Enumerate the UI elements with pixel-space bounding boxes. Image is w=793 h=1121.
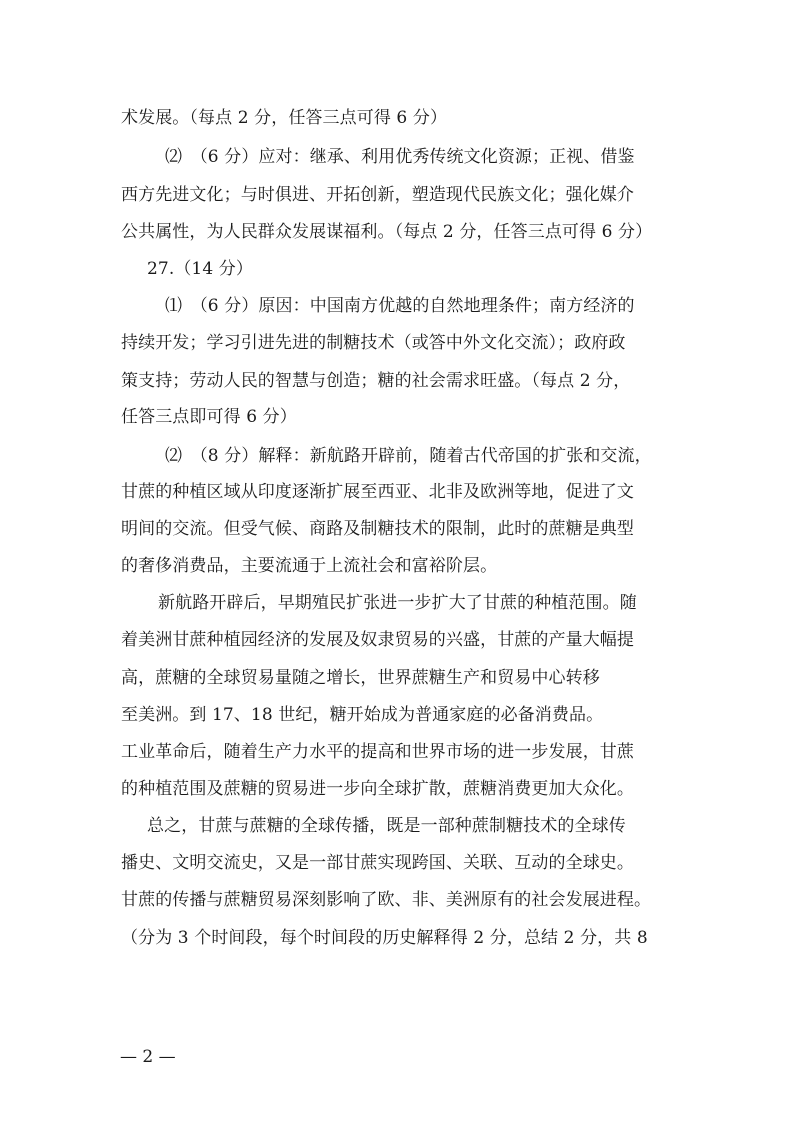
text-line-2: ⑵ （6 分）应对：继承、利用优秀传统文化资源；正视、借鉴 bbox=[165, 147, 635, 167]
text-line-10: ⑵ （8 分）解释：新航路开辟前，随着古代帝国的扩张和交流， bbox=[165, 446, 652, 466]
text-line-14: 新航路开辟后，早期殖民扩张进一步扩大了甘蔗的种植范围。随 bbox=[158, 593, 637, 613]
text-line-17: 至美洲。到 17、18 世纪，糖开始成为普通家庭的必备消费品。 bbox=[121, 705, 604, 725]
text-line-16: 高，蔗糖的全球贸易量随之增长，世界蔗糖生产和贸易中心转移 bbox=[121, 668, 600, 688]
text-line-12: 明间的交流。但受气候、商路及制糖技术的限制，此时的蔗糖是典型 bbox=[121, 519, 634, 539]
text-line-11: 甘蔗的种植区域从印度逐渐扩展至西亚、北非及欧洲等地，促进了文 bbox=[121, 482, 634, 502]
text-line-23: （分为 3 个时间段，每个时间段的历史解释得 2 分，总结 2 分，共 8 bbox=[121, 928, 648, 948]
text-line-15: 着美洲甘蔗种植园经济的发展及奴隶贸易的兴盛，甘蔗的产量大幅提 bbox=[121, 630, 634, 650]
text-line-22: 甘蔗的传播与蔗糖贸易深刻影响了欧、非、美洲原有的社会发展进程。 bbox=[121, 890, 652, 910]
text-line-20: 总之，甘蔗与蔗糖的全球传播，既是一部种蔗制糖技术的全球传 bbox=[147, 816, 626, 836]
page-number: — 2 — bbox=[120, 1047, 176, 1067]
text-line-8: 策支持；劳动人民的智慧与创造；糖的社会需求旺盛。（每点 2 分， bbox=[121, 371, 631, 391]
text-line-6: ⑴ （6 分）原因：中国南方优越的自然地理条件；南方经济的 bbox=[165, 296, 635, 316]
text-line-4: 公共属性，为人民群众发展谋福利。（每点 2 分，任答三点可得 6 分） bbox=[121, 222, 653, 242]
text-line-19: 的种植范围及蔗糖的贸易进一步向全球扩散，蔗糖消费更加大众化。 bbox=[121, 779, 634, 799]
text-line-3: 西方先进文化；与时俱进、开拓创新，塑造现代民族文化；强化媒介 bbox=[121, 185, 634, 205]
text-line-7: 持续开发；学习引进先进的制糖技术（或答中外文化交流）；政府政 bbox=[121, 333, 626, 353]
text-line-21: 播史、文明交流史，又是一部甘蔗实现跨国、关联、互动的全球史。 bbox=[121, 853, 634, 873]
text-line-1: 术发展。（每点 2 分，任答三点可得 6 分） bbox=[121, 108, 448, 128]
question-27-heading: 27.（14 分） bbox=[147, 259, 253, 279]
text-line-13: 的奢侈消费品，主要流通于上流社会和富裕阶层。 bbox=[121, 556, 498, 576]
text-line-9: 任答三点即可得 6 分） bbox=[121, 407, 297, 427]
text-line-18: 工业革命后，随着生产力水平的提高和世界市场的进一步发展，甘蔗 bbox=[121, 742, 634, 762]
